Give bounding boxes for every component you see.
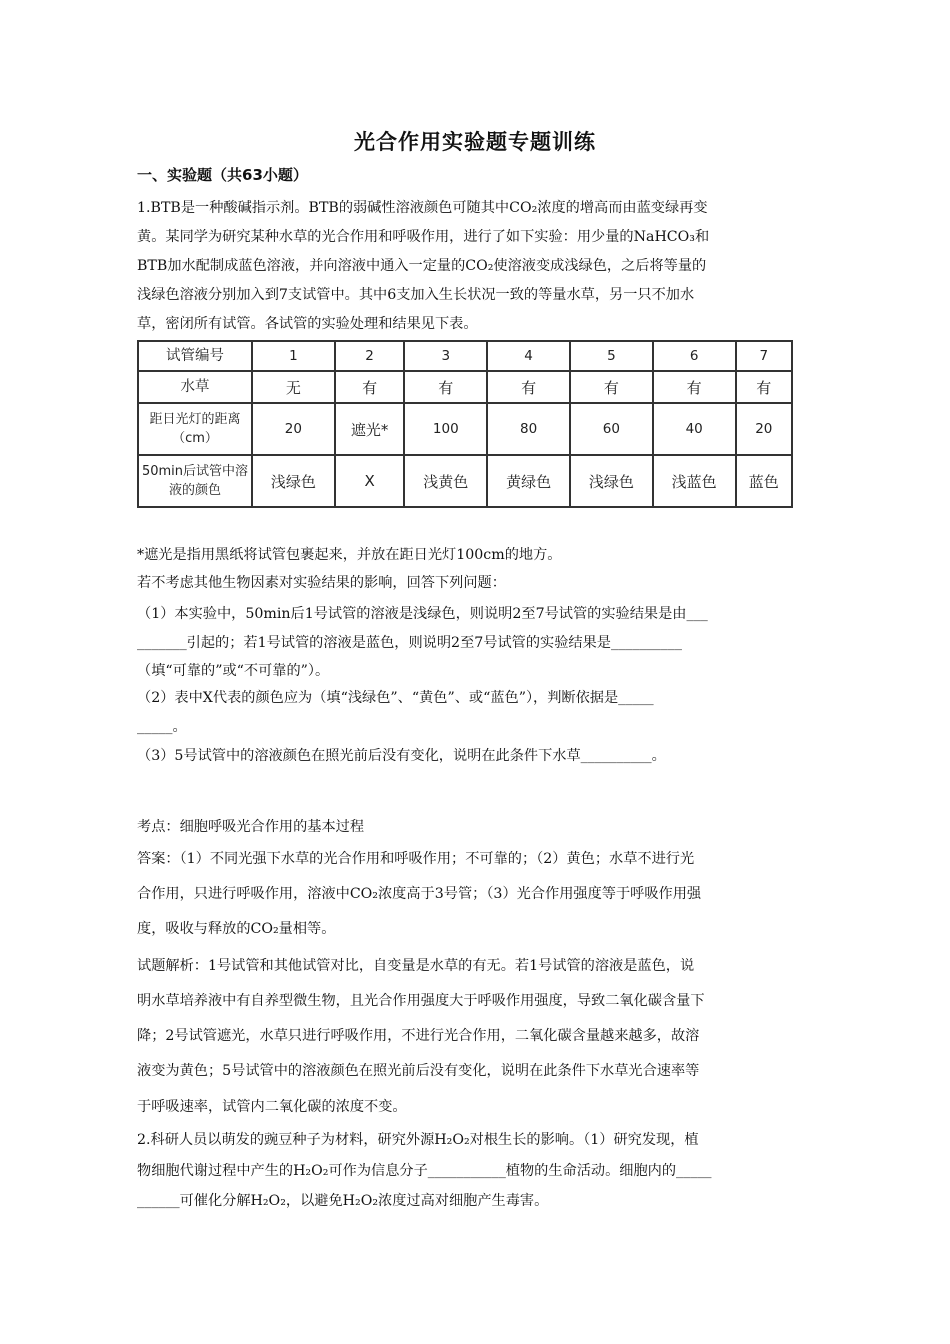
table-cell: 有 — [653, 371, 736, 403]
table-cell: 20 — [736, 403, 792, 455]
question-prompt: 若不考虑其他生物因素对实验结果的影响，回答下列问题： — [137, 575, 506, 591]
analysis-line: 液变为黄色；5号试管中的溶液颜色在照光前后没有变化，说明在此条件下水草光合速率等 — [137, 1063, 700, 1079]
table-cell: X — [335, 455, 405, 507]
table-row-plant — [138, 371, 792, 403]
table-footnote: *遮光是指用黑纸将试管包裹起来，并放在距日光灯100cm的地方。 — [137, 547, 562, 563]
q1-text-line: 草，密闭所有试管。各试管的实验处理和结果见下表。 — [137, 316, 478, 332]
table-cell: 有 — [487, 371, 570, 403]
answer-line: 度，吸收与释放的CO₂量相等。 — [137, 921, 336, 937]
answer-line: 合作用，只进行呼吸作用，溶液中CO₂浓度高于3号管；（3）光合作用强度等于呼吸作用强 — [137, 886, 702, 902]
row-header: 试管编号 — [138, 341, 252, 371]
table-cell: 黄绿色 — [487, 455, 570, 507]
q2-text-line: 2.科研人员以萌发的豌豆种子为材料，研究外源H₂O₂对根生长的影响。（1）研究发现，植 — [137, 1132, 699, 1148]
table-cell: 无 — [252, 371, 335, 403]
row-header: 50min后试管中溶液的颜色 — [138, 455, 252, 507]
table-cell: 3 — [404, 341, 487, 371]
table-cell: 6 — [653, 341, 736, 371]
sub-question-line: （填“可靠的”或“不可靠的”）。 — [137, 663, 330, 679]
sub-question-line: （2）表中X代表的颜色应为（填“浅绿色”、“黄色”、或“蓝色”），判断依据是_____ — [137, 690, 654, 706]
table-cell: 7 — [736, 341, 792, 371]
table-cell: 浅黄色 — [404, 455, 487, 507]
q2-text-line: 物细胞代谢过程中产生的H₂O₂可作为信息分子___________植物的生命活动。细胞内的_____ — [137, 1163, 712, 1179]
sub-question-line: （3）5号试管中的溶液颜色在照光前后没有变化，说明在此条件下水草__________。 — [137, 748, 666, 764]
row-header: 水草 — [138, 371, 252, 403]
q1-text-line: 黄。某同学为研究某种水草的光合作用和呼吸作用，进行了如下实验：用少量的NaHCO₃和 — [137, 229, 710, 245]
table-row-distance — [138, 403, 792, 455]
table-cell: 2 — [335, 341, 405, 371]
section-heading: 一、实验题（共63小题） — [137, 166, 308, 184]
table-row-tube-number — [138, 341, 792, 371]
analysis-line: 试题解析：1号试管和其他试管对比，自变量是水草的有无。若1号试管的溶液是蓝色，说 — [137, 958, 695, 974]
table-cell: 有 — [736, 371, 792, 403]
experiment-table — [137, 340, 793, 508]
q1-text-line: 1.BTB是一种酸碱指示剂。BTB的弱碱性溶液颜色可随其中CO₂浓度的增高而由蓝变绿再变 — [137, 200, 708, 216]
answer-line: 答案：（1）不同光强下水草的光合作用和呼吸作用；不可靠的；（2）黄色；水草不进行光 — [137, 851, 695, 867]
table-cell: 遮光* — [335, 403, 405, 455]
table-row-color — [138, 455, 792, 507]
table-cell: 浅绿色 — [252, 455, 335, 507]
q2-text-line: ______可催化分解H₂O₂，以避免H₂O₂浓度过高对细胞产生毒害。 — [137, 1193, 549, 1209]
table-cell: 60 — [570, 403, 653, 455]
sub-question-line: （1）本实验中，50min后1号试管的溶液是浅绿色，则说明2至7号试管的实验结果是由___ — [137, 606, 708, 622]
q1-text-line: BTB加水配制成蓝色溶液，并向溶液中通入一定量的CO₂使溶液变成浅绿色，之后将等量的 — [137, 258, 707, 274]
table-cell: 浅绿色 — [570, 455, 653, 507]
table-cell: 浅蓝色 — [653, 455, 736, 507]
page-title: 光合作用实验题专题训练 — [354, 130, 596, 154]
sub-question-line: _____。 — [137, 719, 187, 735]
table-cell: 蓝色 — [736, 455, 792, 507]
analysis-line: 降；2号试管遮光，水草只进行呼吸作用，不进行光合作用，二氧化碳含量越来越多，故溶 — [137, 1028, 700, 1044]
analysis-line: 于呼吸速率，试管内二氧化碳的浓度不变。 — [137, 1099, 407, 1115]
q1-text-line: 浅绿色溶液分别加入到7支试管中。其中6支加入生长状况一致的等量水草，另一只不加水 — [137, 287, 695, 303]
table-cell: 有 — [335, 371, 405, 403]
table-cell: 20 — [252, 403, 335, 455]
table-cell: 40 — [653, 403, 736, 455]
table-cell: 80 — [487, 403, 570, 455]
kaodian: 考点：细胞呼吸光合作用的基本过程 — [137, 819, 365, 835]
table-cell: 5 — [570, 341, 653, 371]
table-cell: 有 — [404, 371, 487, 403]
table-cell: 4 — [487, 341, 570, 371]
table-cell: 有 — [570, 371, 653, 403]
table-cell: 1 — [252, 341, 335, 371]
row-header: 距日光灯的距离（cm） — [138, 403, 252, 455]
analysis-line: 明水草培养液中有自养型微生物，且光合作用强度大于呼吸作用强度，导致二氧化碳含量下 — [137, 993, 705, 1009]
sub-question-line: _______引起的；若1号试管的溶液是蓝色，则说明2至7号试管的实验结果是__________ — [137, 635, 682, 651]
table-cell: 100 — [404, 403, 487, 455]
